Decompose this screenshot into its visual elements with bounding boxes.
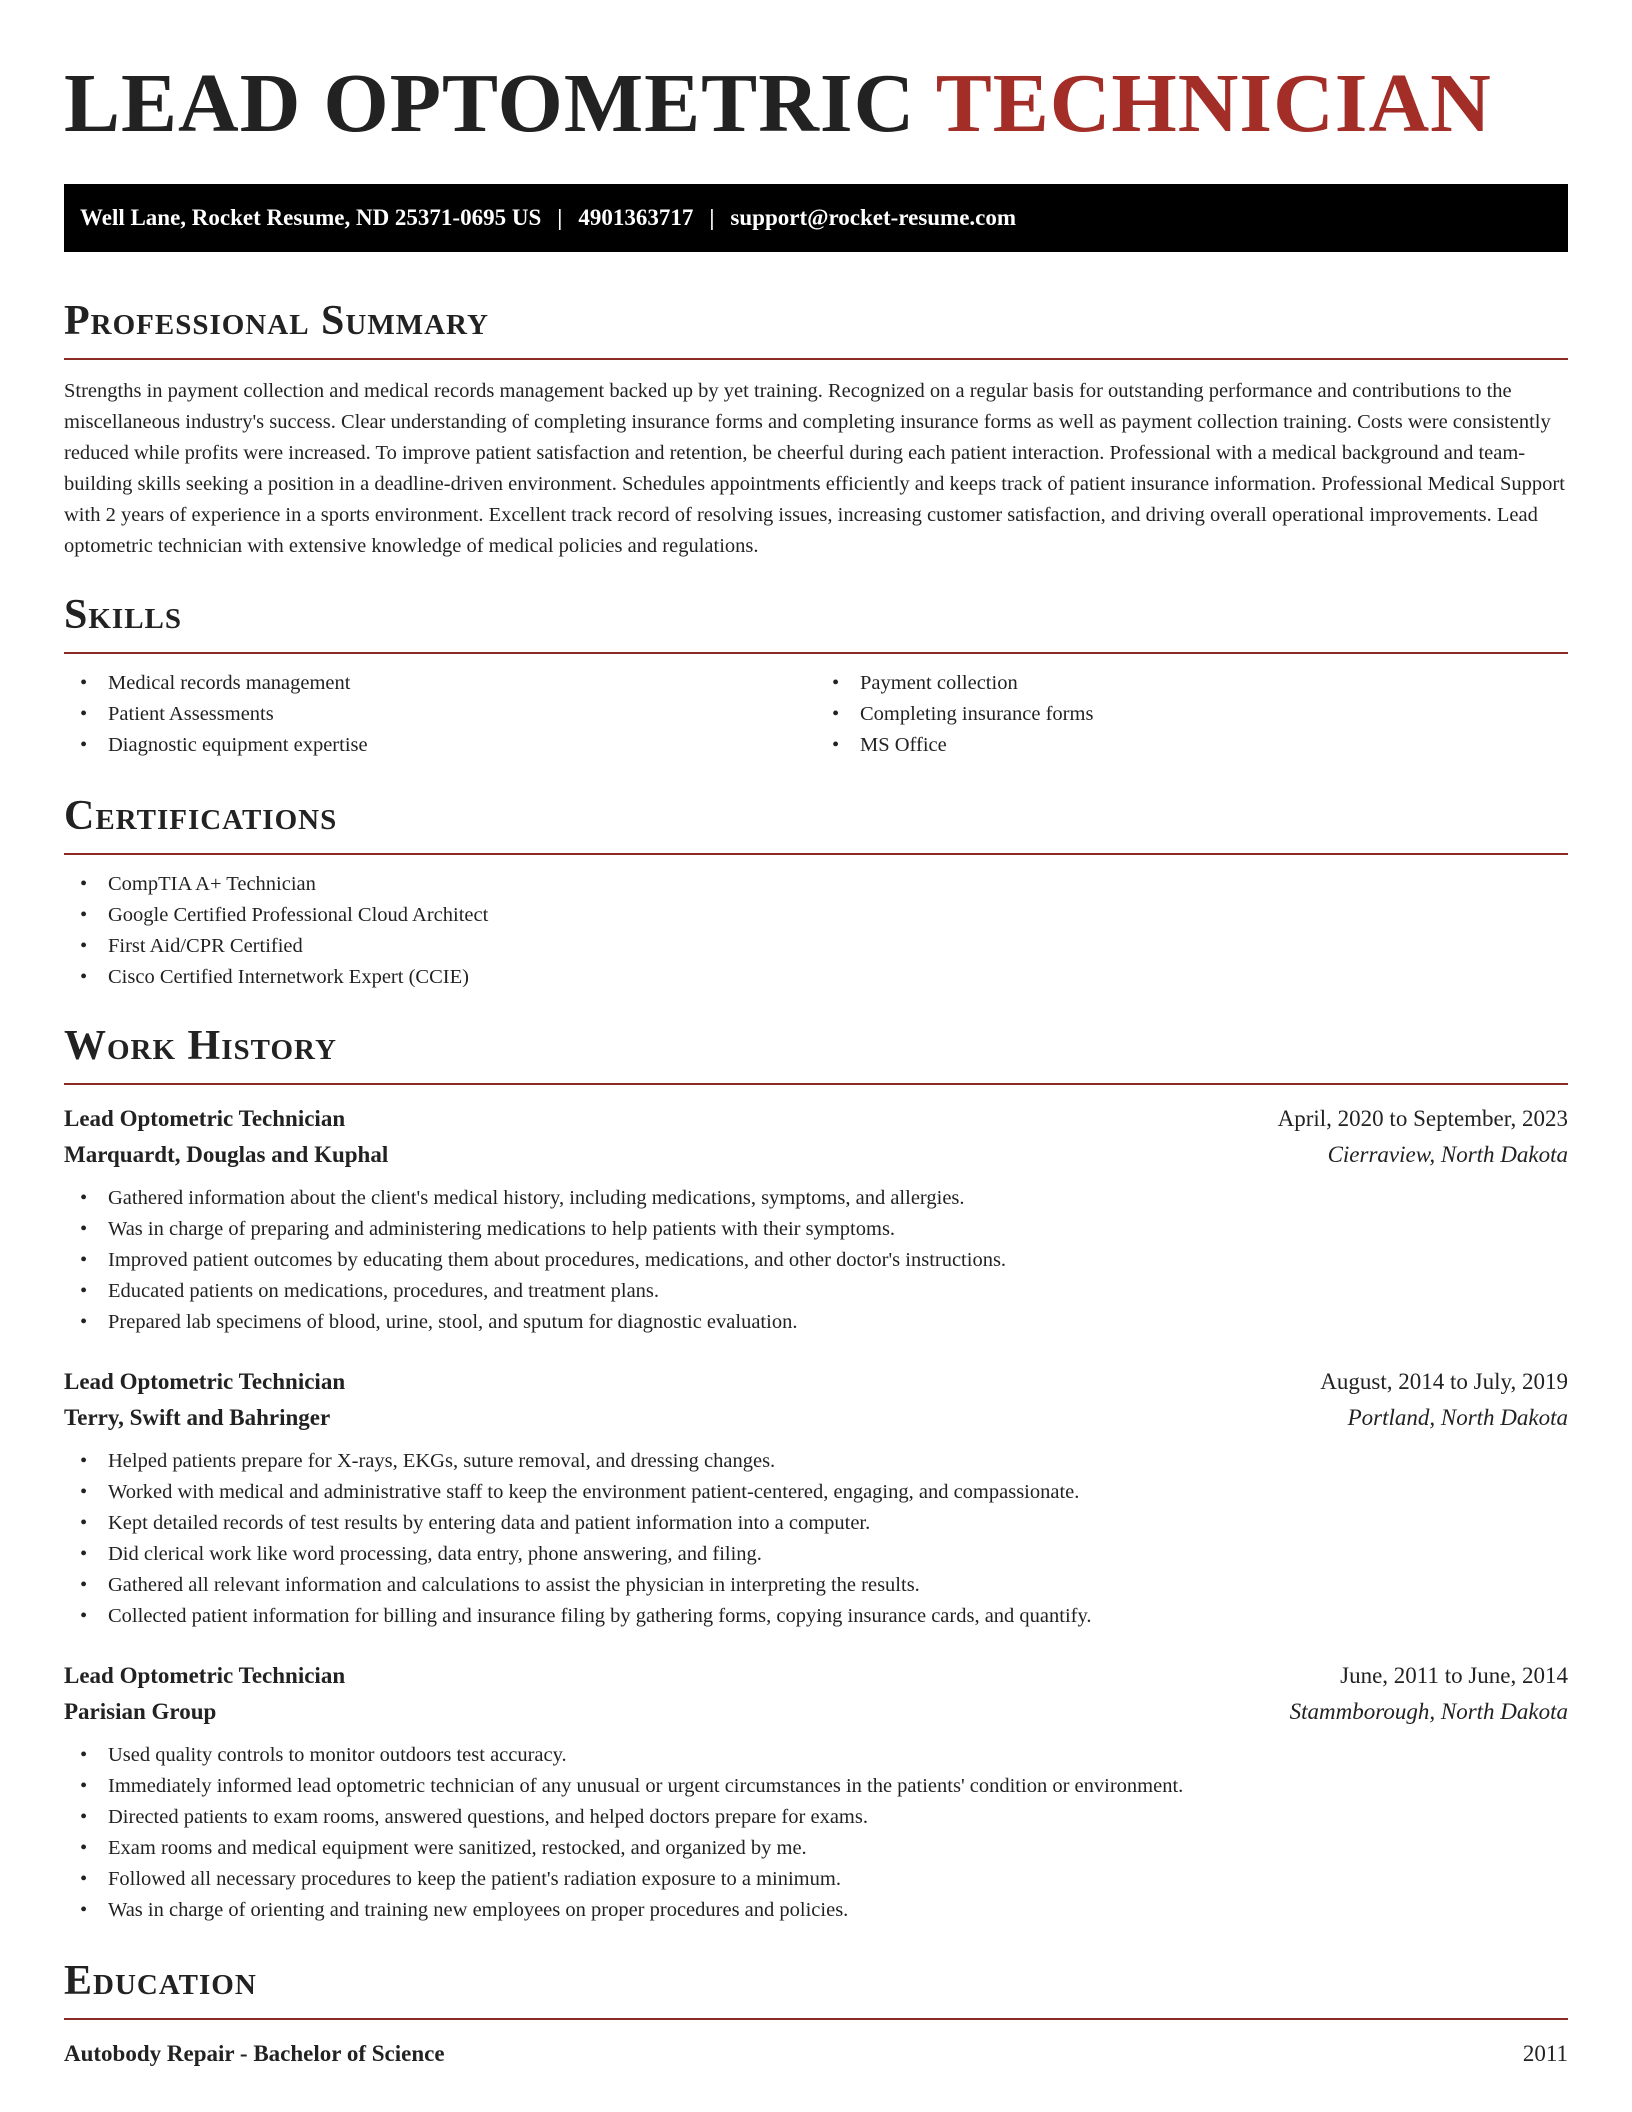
job-title: Lead Optometric Technician bbox=[64, 1369, 346, 1394]
certification-item: • Google Certified Professional Cloud Architect bbox=[64, 900, 1568, 931]
skills-grid bbox=[64, 668, 1568, 761]
job-duty: • Improved patient outcomes by educating them about procedures, medications, and other doctor's instructions. bbox=[64, 1245, 1568, 1276]
job-company: Marquardt, Douglas and Kuphal bbox=[64, 1142, 389, 1167]
job-dates: August, 2014 to July, 2019 bbox=[1320, 1369, 1568, 1394]
job-title-row bbox=[64, 1658, 1568, 1694]
job-entry bbox=[64, 1364, 1568, 1632]
job-duty: • Used quality controls to monitor outdoors test accuracy. bbox=[64, 1740, 1568, 1771]
skills-list-right bbox=[816, 668, 1568, 761]
job-duty: • Gathered information about the client's medical history, including medications, symptoms, and allergies. bbox=[64, 1183, 1568, 1214]
job-duty: • Gathered all relevant information and calculations to assist the physician in interpreting the results. bbox=[64, 1570, 1568, 1601]
title-primary: LEAD OPTOMETRIC bbox=[64, 57, 916, 150]
education-heading: Education bbox=[64, 1958, 257, 2004]
job-duty: • Educated patients on medications, procedures, and treatment plans. bbox=[64, 1276, 1568, 1307]
skills-list-left bbox=[64, 668, 816, 761]
job-duty: • Prepared lab specimens of blood, urine, stool, and sputum for diagnostic evaluation. bbox=[64, 1307, 1568, 1338]
job-duty: • Immediately informed lead optometric technician of any unusual or urgent circumstances in the patients' condition or environment. bbox=[64, 1771, 1568, 1802]
job-title: Lead Optometric Technician bbox=[64, 1106, 346, 1131]
certification-item: • First Aid/CPR Certified bbox=[64, 931, 1568, 962]
certification-item: • CompTIA A+ Technician bbox=[64, 869, 1568, 900]
job-company: Parisian Group bbox=[64, 1699, 217, 1724]
job-duty: • Did clerical work like word processing, data entry, phone answering, and filing. bbox=[64, 1539, 1568, 1570]
contact-bar bbox=[64, 184, 1568, 252]
section-divider bbox=[64, 2018, 1568, 2020]
job-company-row bbox=[64, 1694, 1568, 1730]
skill-item: • MS Office bbox=[816, 730, 1568, 761]
job-title-row bbox=[64, 1364, 1568, 1400]
resume-title bbox=[64, 0, 1568, 152]
job-dates: June, 2011 to June, 2014 bbox=[1340, 1663, 1568, 1688]
job-duty: • Collected patient information for billing and insurance filing by gathering forms, copying insurance cards, and quantify. bbox=[64, 1601, 1568, 1632]
job-location: Portland, North Dakota bbox=[1347, 1405, 1568, 1430]
summary-heading: Professional Summary bbox=[64, 298, 489, 344]
job-entry bbox=[64, 1101, 1568, 1338]
job-duty: • Kept detailed records of test results by entering data and patient information into a computer. bbox=[64, 1508, 1568, 1539]
skills-heading: Skills bbox=[64, 592, 183, 638]
job-header bbox=[64, 1658, 1568, 1730]
job-duties-list bbox=[64, 1740, 1568, 1926]
contact-address: Well Lane, Rocket Resume, ND 25371-0695 US bbox=[80, 205, 542, 230]
education-section bbox=[64, 1956, 1568, 2072]
job-company-row bbox=[64, 1400, 1568, 1436]
job-duty: • Exam rooms and medical equipment were sanitized, restocked, and organized by me. bbox=[64, 1833, 1568, 1864]
education-degree-row bbox=[64, 2036, 1568, 2072]
certifications-section bbox=[64, 791, 1568, 993]
job-duties-list bbox=[64, 1183, 1568, 1338]
job-duty: • Followed all necessary procedures to keep the patient's radiation exposure to a minimum. bbox=[64, 1864, 1568, 1895]
job-duties-list bbox=[64, 1446, 1568, 1632]
education-year: 2011 bbox=[1522, 2041, 1568, 2066]
summary-section bbox=[64, 296, 1568, 562]
contact-separator: | bbox=[557, 205, 563, 230]
skill-item: • Medical records management bbox=[64, 668, 816, 699]
job-location: Cierraview, North Dakota bbox=[1327, 1142, 1568, 1167]
skills-section bbox=[64, 590, 1568, 761]
contact-email[interactable]: support@rocket-resume.com bbox=[730, 205, 1017, 230]
job-title: Lead Optometric Technician bbox=[64, 1663, 346, 1688]
skill-item: • Patient Assessments bbox=[64, 699, 816, 730]
section-divider bbox=[64, 853, 1568, 855]
job-title-row bbox=[64, 1101, 1568, 1137]
job-company-row bbox=[64, 1137, 1568, 1173]
job-header bbox=[64, 1364, 1568, 1436]
title-accent: TECHNICIAN bbox=[935, 57, 1492, 150]
contact-phone: 4901363717 bbox=[578, 205, 694, 230]
skill-item: • Payment collection bbox=[816, 668, 1568, 699]
job-header bbox=[64, 1101, 1568, 1173]
education-degree: Autobody Repair - Bachelor of Science bbox=[64, 2041, 445, 2066]
section-divider bbox=[64, 1083, 1568, 1085]
job-company: Terry, Swift and Bahringer bbox=[64, 1405, 331, 1430]
job-duty: • Worked with medical and administrative staff to keep the environment patient-centered, engaging, and compassionate. bbox=[64, 1477, 1568, 1508]
summary-text: Strengths in payment collection and medical records management backed up by yet training. Recognized on a regular basis for outstanding performance and contributions to the miscellaneous industry's success. Clear understanding of completing insurance forms and completing insurance forms as well as payment collection training. Costs were consistently reduced while profits were increased. To improve patient satisfaction and retention, be cheerful during each patient interaction. Professional with a medical background and team-building skills seeking a position in a deadline-driven environment. Schedules appointments efficiently and keeps track of patient insurance information. Professional Medical Support with 2 years of experience in a sports environment. Excellent track record of resolving issues, increasing customer satisfaction, and driving overall operational improvements. Lead optometric technician with extensive knowledge of medical policies and regulations. bbox=[64, 380, 1565, 557]
job-duty: • Was in charge of preparing and administering medications to help patients with their symptoms. bbox=[64, 1214, 1568, 1245]
skill-item: • Completing insurance forms bbox=[816, 699, 1568, 730]
section-divider bbox=[64, 652, 1568, 654]
work-history-section bbox=[64, 1021, 1568, 1926]
certification-item: • Cisco Certified Internetwork Expert (CCIE) bbox=[64, 962, 1568, 993]
contact-separator: | bbox=[709, 205, 715, 230]
job-dates: April, 2020 to September, 2023 bbox=[1277, 1106, 1568, 1131]
job-duty: • Helped patients prepare for X-rays, EKGs, suture removal, and dressing changes. bbox=[64, 1446, 1568, 1477]
section-divider bbox=[64, 358, 1568, 360]
job-location: Stammborough, North Dakota bbox=[1289, 1699, 1568, 1724]
skill-item: • Diagnostic equipment expertise bbox=[64, 730, 816, 761]
certifications-list bbox=[64, 869, 1568, 993]
education-entry bbox=[64, 2036, 1568, 2072]
job-entry bbox=[64, 1658, 1568, 1926]
job-duty: • Directed patients to exam rooms, answered questions, and helped doctors prepare for exams. bbox=[64, 1802, 1568, 1833]
job-duty: • Was in charge of orienting and training new employees on proper procedures and policies. bbox=[64, 1895, 1568, 1926]
work-history-heading: Work History bbox=[64, 1023, 337, 1069]
certifications-heading: Certifications bbox=[64, 793, 338, 839]
